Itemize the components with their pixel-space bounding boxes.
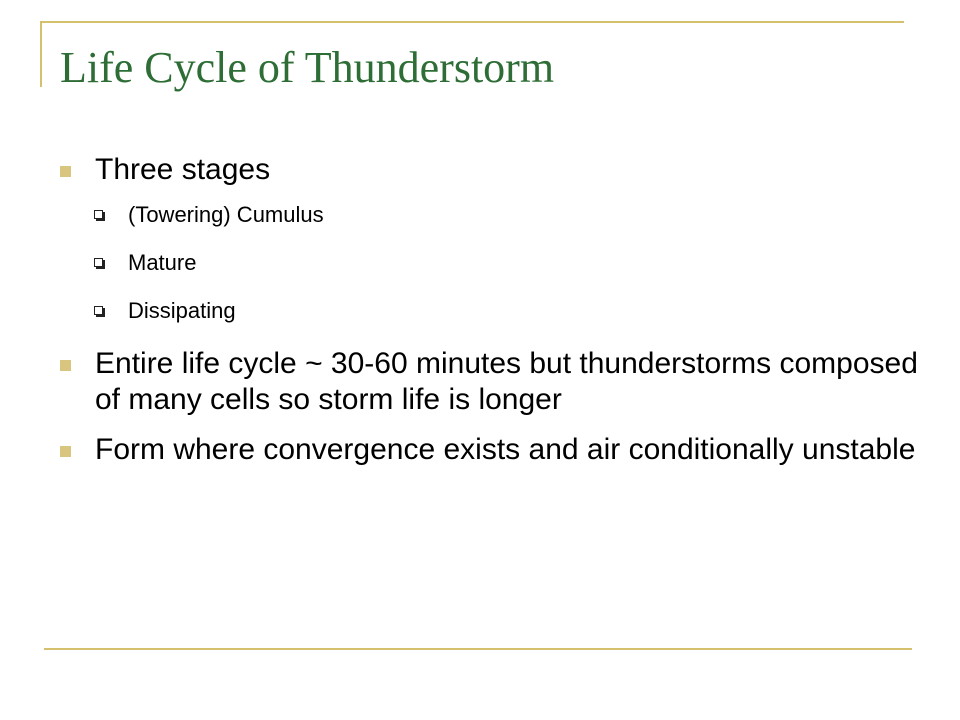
sub-bullet-item xyxy=(60,298,920,324)
bullet-text: Form where convergence exists and air conditionally unstable xyxy=(95,433,916,466)
bullet-text: Three stages xyxy=(95,153,271,186)
slide-body xyxy=(60,152,920,482)
sub-bullet-text: (Towering) Cumulus xyxy=(128,202,324,227)
bottom-accent-rule xyxy=(44,648,912,650)
filled-square-bullet-icon xyxy=(60,360,71,371)
filled-square-bullet-icon xyxy=(60,446,71,457)
bullet-text: Entire life cycle ~ 30-60 minutes but thunderstorms composed of many cells so storm life is longer xyxy=(95,347,918,416)
hollow-square-bullet-icon xyxy=(94,210,103,219)
bullet-item-life-cycle xyxy=(60,346,920,418)
sub-bullet-item xyxy=(60,250,920,276)
sub-bullet-item xyxy=(60,202,920,228)
left-accent-rule xyxy=(40,21,42,87)
bullet-item-formation xyxy=(60,432,920,468)
hollow-square-bullet-icon xyxy=(94,258,103,267)
slide-title: Life Cycle of Thunderstorm xyxy=(60,43,555,92)
sub-bullet-text: Mature xyxy=(128,250,197,275)
bullet-item-three-stages xyxy=(60,152,920,188)
sub-bullet-text: Dissipating xyxy=(128,298,236,323)
hollow-square-bullet-icon xyxy=(94,306,103,315)
sub-bullet-list xyxy=(60,202,920,324)
filled-square-bullet-icon xyxy=(60,166,71,177)
top-accent-rule xyxy=(40,21,904,23)
